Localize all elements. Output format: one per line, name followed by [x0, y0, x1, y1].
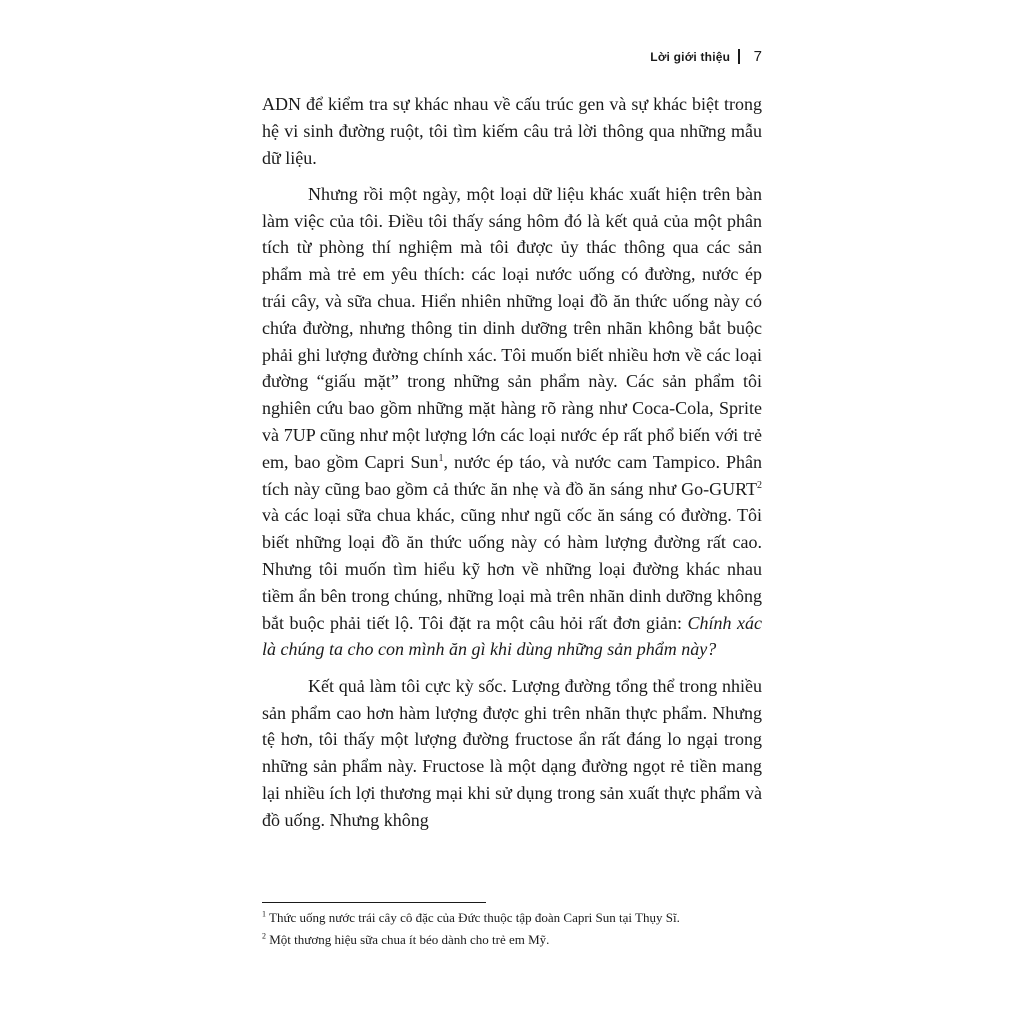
footnote-marker-1: 1 — [262, 909, 266, 919]
footnote-2 — [262, 929, 782, 951]
footnotes — [262, 907, 782, 951]
footnote-ref-2: 2 — [757, 479, 762, 491]
footnote-ref-1: 1 — [438, 452, 444, 464]
running-head — [650, 48, 762, 65]
paragraph-2 — [262, 181, 762, 663]
paragraph-1: ADN để kiểm tra sự khác nhau về cấu trúc gen và sự khác biệt trong hệ vi sinh đường ruột, tôi tìm kiếm câu trả lời thông qua những mẫu dữ liệu. — [262, 94, 762, 168]
footnote-text-2: Một thương hiệu sữa chua ít béo dành cho trẻ em Mỹ. — [266, 932, 550, 947]
footnote-text-1: Thức uống nước trái cây cô đặc của Đức thuộc tập đoàn Capri Sun tại Thụy Sĩ. — [266, 910, 680, 925]
paragraph-3: Kết quả làm tôi cực kỳ sốc. Lượng đường tổng thể trong nhiều sản phẩm cao hơn hàm lượng được ghi trên nhãn thực phẩm. Nhưng tệ hơn, tôi thấy một lượng đường fructose ẩn rất đáng lo ngại trong những sản phẩm này. Fructose là một dạng đường ngọt rẻ tiền mang lại nhiều ích lợi thương mại khi sử dụng trong sản xuất thực phẩm và đồ uống. Nhưng không — [262, 675, 762, 830]
paragraph-2-part-2: , nước ép táo, và nước cam Tampico. Phân tích này cũng bao gồm cả thức ăn nhẹ và đồ ăn sáng như Go-GURT — [262, 451, 762, 499]
page-number: 7 — [753, 48, 762, 65]
paragraph-2-part-3: và các loại sữa chua khác, cũng như ngũ cốc ăn sáng có đường. Tôi biết những loại đồ ăn thức uống này có hàm lượng đường rất cao. Nhưng tôi muốn tìm hiểu kỹ hơn về những loại đường khác nhau tiềm ẩn bên trong chúng, những loại mà trên nhãn dinh dưỡng không bắt buộc phải tiết lộ. Tôi đặt ra một câu hỏi rất đơn giản: — [262, 505, 762, 633]
body-text — [262, 91, 762, 843]
footnote-divider — [262, 902, 486, 903]
italic-question: Chính xác là chúng ta cho con mình ăn gì khi dùng những sản phẩm này? — [262, 612, 762, 660]
footnote-marker-2: 2 — [262, 931, 266, 941]
header-divider — [738, 49, 740, 64]
paragraph-2-part-1: Nhưng rồi một ngày, một loại dữ liệu khác xuất hiện trên bàn làm việc của tôi. Điều tôi thấy sáng hôm đó là kết quả của một phân tích từ phòng thí nghiệm mà tôi được ủy thác thông qua các sản phẩm mà trẻ em yêu thích: các loại nước uống có đường, nước ép trái cây, và sữa chua. Hiển nhiên những loại đồ ăn thức uống này có chứa đường, nhưng thông tin dinh dưỡng trên nhãn không bắt buộc phải ghi lượng đường chính xác. Tôi muốn biết nhiều hơn về các loại đường “giấu mặt” trong những sản phẩm này. Các sản phẩm tôi nghiên cứu bao gồm những mặt hàng rõ ràng như Coca-Cola, Sprite và 7UP cũng như một lượng lớn các loại nước ép rất phổ biến với trẻ em, bao gồm Capri Sun — [262, 183, 762, 472]
chapter-title: Lời giới thiệu — [650, 49, 731, 64]
footnote-1 — [262, 907, 782, 929]
